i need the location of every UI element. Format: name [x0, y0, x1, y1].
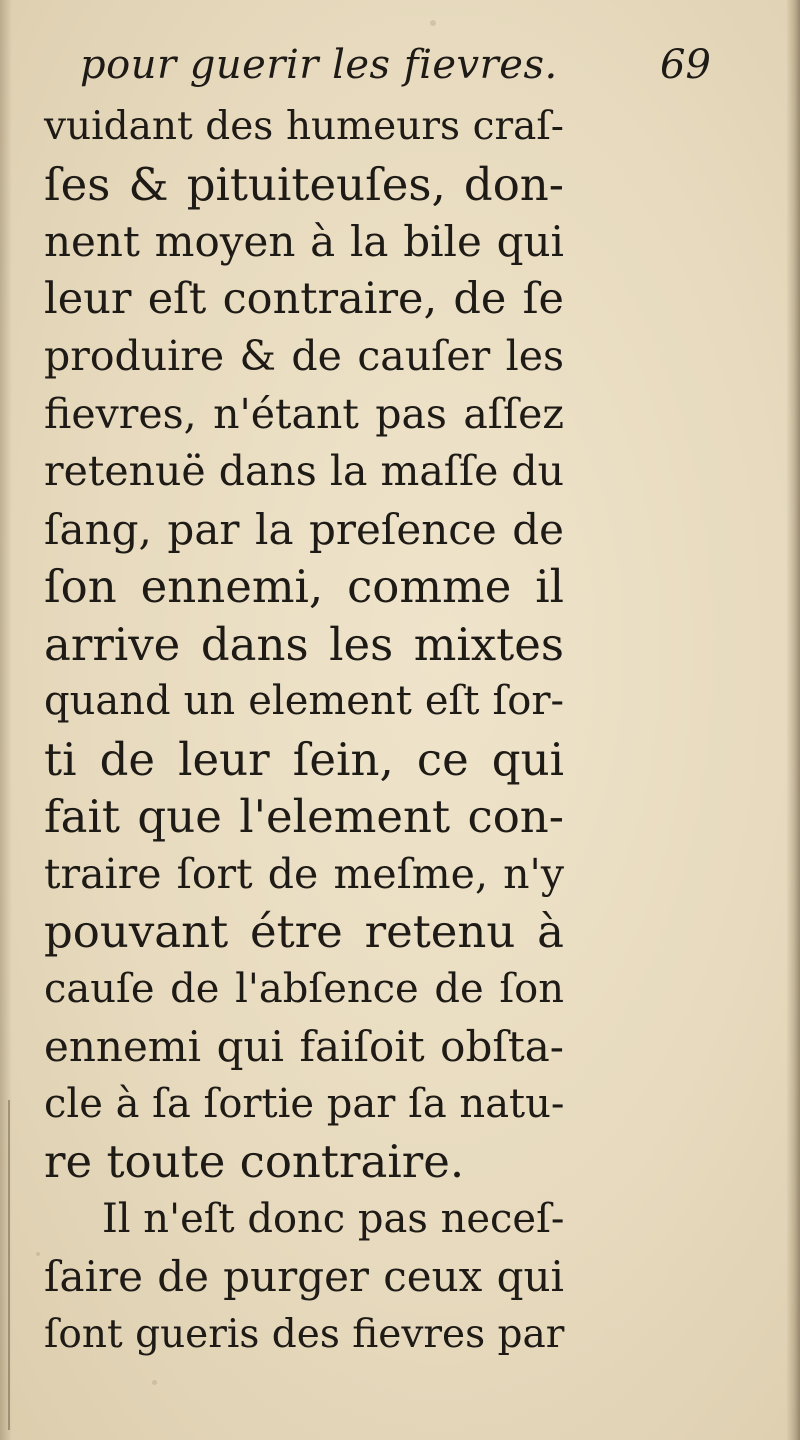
paragraph-first-line: Il n'eſt donc pas neceſ- — [102, 1195, 565, 1242]
text-line: cle à ſa ſortie par ſa natu- — [44, 1080, 565, 1127]
running-head-title: pour guerir les fievres. — [80, 42, 558, 88]
text-line: arrive dans les mixtes — [44, 617, 564, 671]
text-line: fievres, n'étant pas aſſez — [44, 389, 564, 438]
text-line: pouvant étre retenu à — [44, 905, 564, 958]
text-line: retenuë dans la maſſe du — [44, 447, 565, 495]
page-right-edge-shadow — [786, 0, 800, 1440]
page-left-edge-shadow — [0, 0, 12, 1440]
page-binding-line — [8, 1100, 10, 1430]
paper-spot — [430, 20, 436, 26]
text-line: ſaire de purger ceux qui — [44, 1252, 564, 1301]
text-line: vuidant des humeurs craſ- — [44, 104, 564, 149]
text-line: nent moyen à la bile qui — [44, 217, 564, 266]
paper-spot — [152, 1380, 157, 1385]
text-line: cauſe de l'abſence de ſon — [44, 965, 564, 1012]
text-line: ſang, par la preſence de — [44, 504, 564, 554]
body-text — [44, 98, 564, 1363]
text-line: ennemi qui faiſoit obſta- — [44, 1022, 564, 1071]
text-line: traire ſort de meſme, n'y — [44, 849, 564, 898]
paragraph-last-line: re toute contraire. — [44, 1135, 465, 1188]
paper-spot — [36, 1252, 40, 1256]
running-head — [0, 42, 800, 102]
text-line: ſes & pituiteuſes, don- — [44, 157, 564, 211]
text-line: fait que l'element con- — [44, 790, 564, 843]
text-line: produire & de cauſer les — [44, 332, 564, 380]
text-line: ti de leur ſein, ce qui — [44, 732, 564, 786]
page-number: 69 — [660, 42, 711, 88]
text-line: leur eſt contraire, de ſe — [44, 273, 564, 324]
text-line: quand un element eſt ſor- — [44, 678, 564, 724]
text-line: ſont gueris des fievres par — [44, 1311, 565, 1357]
text-line: ſon ennemi, comme il — [44, 560, 564, 613]
